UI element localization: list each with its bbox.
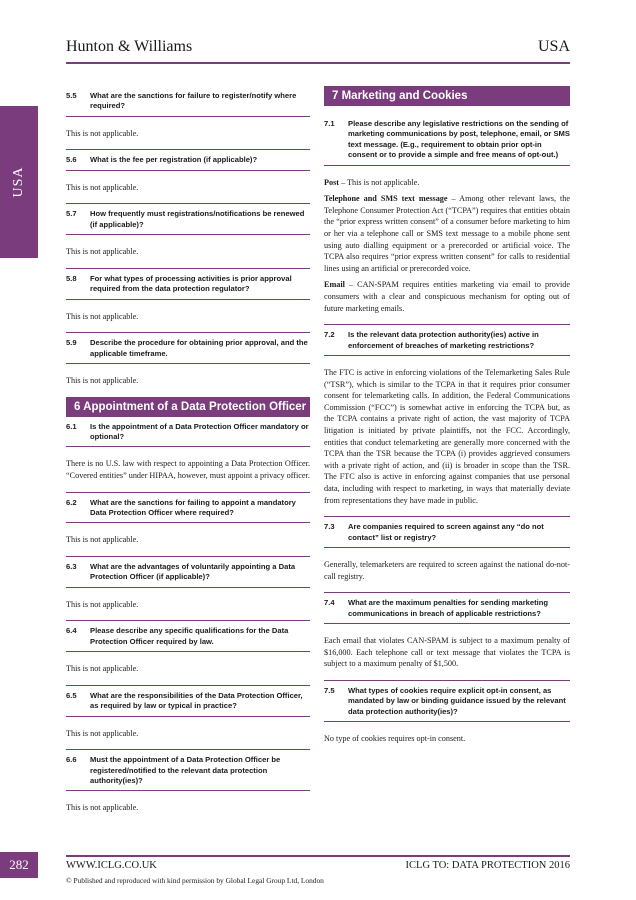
question-number: 7.5 (324, 685, 335, 695)
section-7-heading: 7 Marketing and Cookies (324, 86, 570, 106)
question-text: What types of cookies require explicit opt-in consent, as mandated by law or binding guidance issued by the relevant data protection authority(ies)? (348, 685, 566, 716)
answer-telephone-text: – Among other relevant laws, the Telephone Consumer Protection Act (“TCPA”) requires that entities obtain the “prior express written consent” of a consumer before marketing to him or her via a telephone call or SMS text message to a mobile phone sent using auto dialling equipment or a prerecorded or artificial voice. The TCPA also requires “prior express written consent” for calls to residential lines using an artificial or prerecorded voice. (324, 194, 570, 273)
question-5-6 (66, 150, 310, 170)
answer-5-6: This is not applicable. (66, 171, 310, 205)
question-number: 6.3 (66, 562, 77, 572)
right-column (324, 86, 570, 755)
question-number: 7.4 (324, 598, 335, 608)
page-number: 282 (0, 852, 38, 878)
question-number: 5.6 (66, 155, 77, 165)
footer-publication: ICLG TO: DATA PROTECTION 2016 (405, 860, 570, 871)
question-text: Is the appointment of a Data Protection Officer mandatory or optional? (90, 421, 309, 442)
question-number: 5.9 (66, 338, 77, 348)
answer-telephone-label: Telephone and SMS text message (324, 194, 448, 204)
question-5-8 (66, 269, 310, 300)
header-rule (66, 62, 570, 64)
question-6-6 (66, 750, 310, 791)
question-number: 5.5 (66, 91, 77, 100)
question-6-5 (66, 686, 310, 717)
spacer (324, 106, 570, 114)
question-number: 6.2 (66, 497, 77, 507)
answer-7-5: No type of cookies requires opt-in consent. (324, 733, 466, 743)
question-number: 6.5 (66, 690, 77, 700)
question-number: 6.4 (66, 626, 77, 636)
side-tab (0, 106, 38, 258)
side-tab-label: USA (11, 166, 26, 198)
answer-6-5: This is not applicable. (66, 717, 310, 751)
question-7-2 (324, 325, 570, 356)
header-country: USA (537, 38, 570, 55)
question-7-4 (324, 593, 570, 624)
header-firm-name: Hunton & Williams (66, 38, 193, 55)
question-text: Must the appointment of a Data Protection Officer be registered/notified to the relevant data protection authority(ies)? (90, 755, 281, 786)
question-text: Describe the procedure for obtaining prior approval, and the applicable timeframe. (90, 338, 308, 358)
question-text: What are the maximum penalties for sending marketing communications in breach of applicable restrictions? (348, 598, 549, 618)
footer-website-link[interactable]: WWW.ICLG.CO.UK (66, 860, 157, 871)
answer-6-2: This is not applicable. (66, 523, 310, 557)
answer-6-4: This is not applicable. (66, 652, 310, 686)
question-7-5 (324, 681, 570, 722)
question-6-4 (66, 621, 310, 652)
question-text: What are the sanctions for failing to appoint a mandatory Data Protection Officer where required? (90, 497, 296, 518)
answer-telephone (324, 193, 570, 274)
question-number: 5.8 (66, 273, 77, 283)
answer-5-9: This is not applicable. (66, 376, 139, 386)
question-5-9 (66, 333, 310, 364)
answer-5-7: This is not applicable. (66, 235, 310, 269)
question-text: For what types of processing activities is prior approval required from the data protection regulator? (90, 273, 292, 294)
question-7-3 (324, 517, 570, 548)
question-text: How frequently must registrations/notifications be renewed (if applicable)? (90, 209, 305, 229)
copyright-notice: © Published and reproduced with kind permission by Global Legal Group Ltd, London (66, 876, 324, 885)
question-number: 7.3 (324, 522, 335, 532)
answer-7-3: Generally, telemarketers are required to screen against the national do-not-call registry. (324, 548, 570, 593)
question-text: Are companies required to screen against any “do not contact” list or registry? (348, 522, 544, 542)
question-text: What are the responsibilities of the Data Protection Officer, as required by law or typical in practice? (90, 690, 303, 711)
question-5-5 (66, 86, 310, 117)
question-number: 7.1 (324, 119, 335, 128)
question-text: What is the fee per registration (if applicable)? (90, 155, 258, 165)
question-number: 6.1 (66, 421, 77, 431)
answer-5-8: This is not applicable. (66, 300, 310, 334)
question-5-7 (66, 204, 310, 235)
answer-post-label: Post (324, 177, 340, 187)
answer-7-1 (324, 166, 570, 326)
question-6-2 (66, 493, 310, 524)
question-number: 6.6 (66, 755, 77, 765)
answer-6-1: There is no U.S. law with respect to appointing a Data Protection Officer. “Covered entities” under HIPAA, however, must appoint a privacy officer. (66, 447, 310, 492)
question-6-3 (66, 557, 310, 588)
answer-email (324, 279, 570, 314)
answer-email-text: – CAN-SPAM requires entities marketing via email to provide consumers with a clear and conspicuous mechanism for opting out of future marketing emails. (324, 280, 570, 313)
answer-6-6: This is not applicable. (66, 803, 139, 813)
question-text: What are the advantages of voluntarily appointing a Data Protection Officer (if applicable)? (90, 562, 296, 582)
left-column (66, 86, 310, 824)
answer-6-3: This is not applicable. (66, 588, 310, 622)
question-text: Is the relevant data protection authority(ies) active in enforcement of breaches of marketing restrictions? (348, 330, 539, 350)
answer-post (324, 177, 570, 189)
question-7-1 (324, 114, 570, 166)
question-6-1 (66, 417, 310, 448)
answer-5-5: This is not applicable. (66, 117, 310, 151)
answer-email-label: Email (324, 280, 345, 290)
answer-7-2: The FTC is active in enforcing violations of the Telemarketing Sales Rule (“TSR”), which is similar to the TCPA in that it requires prior consumer consent for telemarketing calls. In addition, the Federal Communications Commission (“FCC”) is somewhat active in enforcing the TCPA but, as the TCPA contains a private right of action, the vast majority of TCPA litigation is initiated by private plaintiffs, not the FCC. Accordingly, entities that conduct telemarketing are generally more concerned with the TCPA than the TSR because the TCPA (i) provides aggrieved consumers with a private right of action, and (ii) is broader in scope than the TSR. The FTC also is active in enforcing against companies that use personal data, including with respect to marketing, in ways that materially deviate from representations they have made in public. (324, 356, 570, 517)
section-6-heading: 6 Appointment of a Data Protection Officer (66, 397, 310, 417)
answer-post-text: – This is not applicable. (339, 177, 420, 187)
question-number: 5.7 (66, 209, 77, 219)
answer-7-4: Each email that violates CAN-SPAM is subject to a maximum penalty of $16,000. Each telephone call or text message that violates the TCPA is subject to a maximum penalty of $1,500. (324, 624, 570, 681)
question-number: 7.2 (324, 330, 335, 340)
question-text: What are the sanctions for failure to register/notify where required? (90, 91, 297, 111)
question-text: Please describe any legislative restrictions on the sending of marketing communications by post, telephone, email, or SMS text message. (E.g., requirement to obtain prior opt-in consent or to provide a simple and free means of opt-out.) (348, 119, 570, 160)
question-text: Please describe any specific qualifications for the Data Protection Officer required by law. (90, 626, 289, 646)
footer-rule (66, 855, 570, 857)
